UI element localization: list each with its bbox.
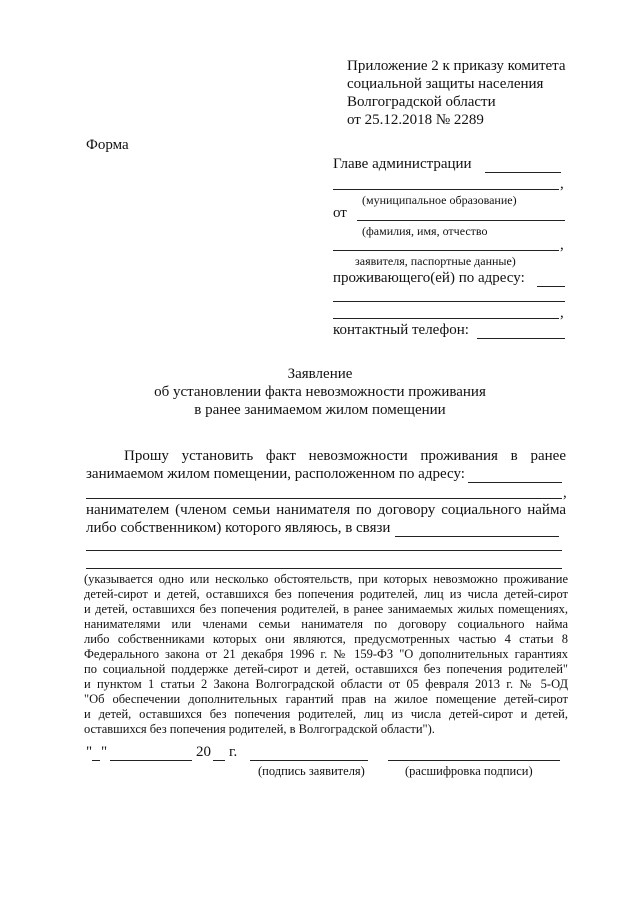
note-line: "Об обеспечении дополнительных гарантий прав на жилое помещение детей-сирот [84,692,568,706]
doc-title: Заявление [287,366,353,382]
applicant-name-field[interactable] [357,220,565,221]
caption-applicant: заявителя, паспортные данные) [355,254,516,268]
addressee-head: Главе администрации [333,156,472,172]
note-line: и детей, оставшихся без попечения родителей, в ранее занимаемых жилых помещениях, [84,602,568,616]
phone-label: контактный телефон: [333,322,469,338]
caption-name: (фамилия, имя, отчество [362,224,488,238]
signature-field[interactable] [250,760,368,761]
caption-municipality: (муниципальное образование) [362,193,517,207]
body-line-3: нанимателем (членом семьи нанимателя по договору социального найма [86,502,566,518]
caption-decoding: (расшифровка подписи) [405,764,533,778]
note-line: либо собственниками которых они являются, предусмотренных частью 4 статьи 8 [84,632,568,646]
comma: , [560,305,564,321]
month-field[interactable] [110,760,192,761]
comma: , [560,176,564,192]
note-line: детей-сирот и детей, оставшихся без попечения родителей, лиц из числа детей-сирот [84,587,568,601]
body-line-1: Прошу установить факт невозможности проживания в ранее [124,448,566,464]
caption-signature: (подпись заявителя) [258,764,365,778]
applicant-passport-field[interactable] [333,250,559,251]
comma: , [563,485,567,501]
reason-field-1[interactable] [395,536,559,537]
body-line-2: занимаемом жилом помещении, расположенном по адресу: [86,466,465,482]
quote-close: " [101,744,108,760]
head-name-field[interactable] [485,172,561,173]
phone-field[interactable] [477,338,565,339]
appendix-line-4: от 25.12.2018 № 2289 [347,112,484,128]
signature-decoding-field[interactable] [388,760,560,761]
note-line: нанимателями или членами семьи нанимателя по договору социального найма [84,617,568,631]
quote-open: " [86,744,93,760]
doc-subtitle-1: об установлении факта невозможности проживания [154,384,486,400]
year-field[interactable] [213,760,225,761]
year-prefix: 20 [196,744,211,760]
address-field-2[interactable] [333,301,565,302]
note-line: оставшихся без попечения родителей, в Волгоградской области"). [84,722,435,736]
reason-field-2[interactable] [86,550,562,551]
address-field-1[interactable] [537,286,565,287]
note-line: Федерального закона от 21 декабря 1996 г. № 159-ФЗ "О дополнительных гарантиях [84,647,568,661]
body-line-4: либо собственником) которого являюсь, в связи [86,520,391,536]
residing-label: проживающего(ей) по адресу: [333,270,525,286]
appendix-line-2: социальной защиты населения [347,76,544,92]
doc-subtitle-2: в ранее занимаемом жилом помещении [194,402,446,418]
note-line: и пунктом 1 статьи 2 Закона Волгоградской области от 05 февраля 2013 г. № 5-ОД [84,677,568,691]
note-line: по социальной поддержке детей-сирот и детей, оставшихся без попечения родителей" [84,662,568,676]
from-label: от [333,205,347,221]
comma: , [560,237,564,253]
residence-address-field-1[interactable] [468,482,562,483]
note-line: и детей, оставшихся без попечения родителей, лиц из числа детей-сирот и детей, [84,707,568,721]
day-field[interactable] [92,760,100,761]
note-line: (указывается одно или несколько обстоятельств, при которых невозможно проживание [84,572,568,586]
appendix-line-1: Приложение 2 к приказу комитета [347,58,566,74]
address-field-3[interactable] [333,318,559,319]
form-label: Форма [86,137,129,153]
appendix-line-3: Волгоградской области [347,94,496,110]
reason-field-3[interactable] [86,568,562,569]
residence-address-field-2[interactable] [86,498,562,499]
municipality-field[interactable] [333,189,559,190]
year-suffix: г. [229,744,238,760]
